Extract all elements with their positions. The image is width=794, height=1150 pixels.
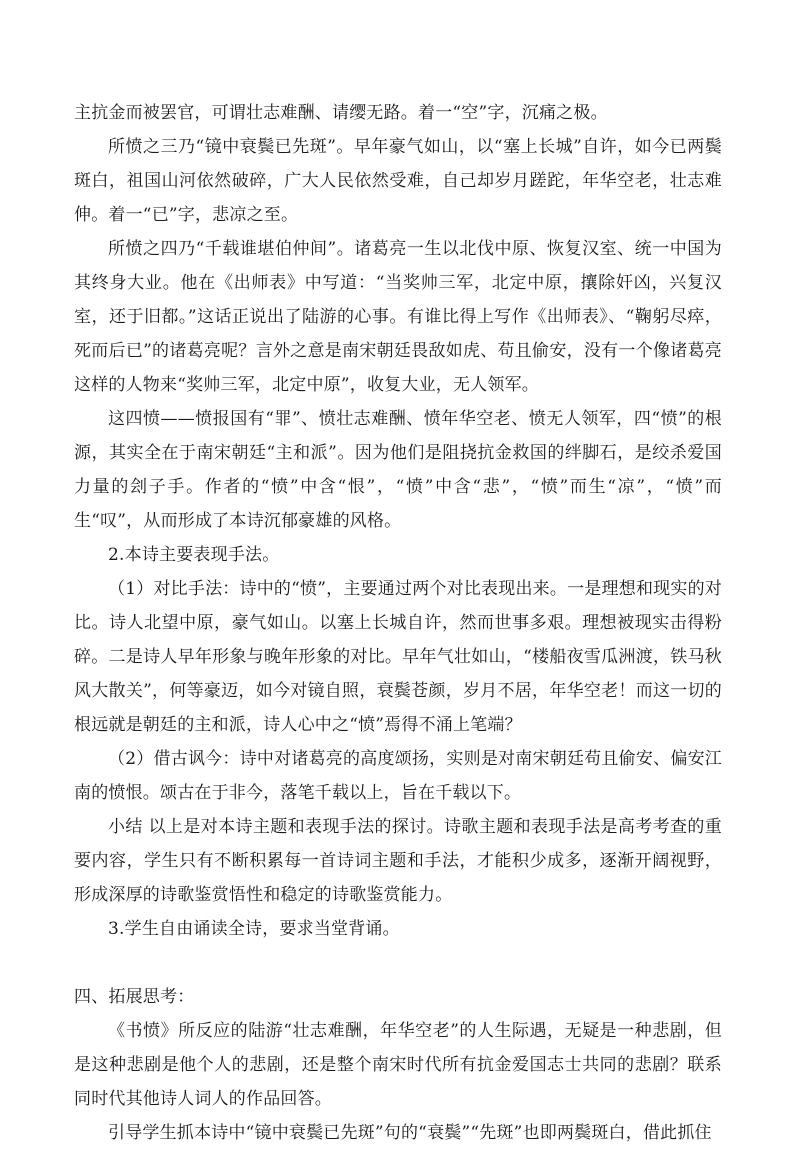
section-gap [74, 946, 722, 980]
paragraph-summary: 小结 以上是对本诗主题和表现手法的探讨。诗歌主题和表现手法是高考考查的重要内容，学生只有不断积累每一首诗词主题和手法，才能积少成多，逐渐开阔视野，形成深厚的诗歌鉴赏悟性和稳定的诗歌鉴赏能力。 [74, 817, 722, 905]
paragraph-third-resentment: 所愤之三乃“镜中衰鬓已先斑”。早年豪气如山，以“塞上长城”自许，如今已两鬓斑白，祖国山河依然破碎，广大人民依然受难，自己却岁月蹉跎，年华空老，壮志难伸。着一“已”字，悲凉之至。 [74, 137, 722, 225]
document-page [74, 96, 722, 1150]
paragraph-four-resentments-summary: 这四愤——愤报国有“罪”、愤壮志难酬、愤年华空老、愤无人领军，四“愤”的根源，其实全在于南宋朝廷“主和派”。因为他们是阻挠抗金救国的绊脚石，是绞杀爱国力量的刽子手。作者的“愤”中含“恨”，“愤”中含“悲”，“愤”而生“凉”，“愤”而生“叹”，从而形成了本诗沉郁豪雄的风格。 [74, 409, 722, 531]
paragraph-extension-question: 《书愤》所反应的陆游“壮志难酬，年华空老”的人生际遇，无疑是一种悲剧，但是这种悲剧是他个人的悲剧，还是整个南宋时代所有抗金爱国志士共同的悲剧？联系同时代其他诗人词人的作品回答。 [74, 1021, 722, 1109]
paragraph-fourth-resentment: 所愤之四乃“千载谁堪伯仲间”。诸葛亮一生以北伐中原、恢复汉室、统一中国为其终身大业。他在《出师表》中写道：“当奖帅三军，北定中原，攘除奸凶，兴复汉室，还于旧都。”这话正说出了陆游的心事。有谁比得上写作《出师表》、“鞠躬尽瘁，死而后已”的诸葛亮呢？言外之意是南宋朝廷畏敌如虎、苟且偷安，没有一个像诸葛亮这样的人物来“奖帅三军，北定中原”，收复大业，无人领军。 [74, 239, 722, 395]
paragraph-continuation: 主抗金而被罢官，可谓壮志难酬、请缨无路。着一“空”字，沉痛之极。 [74, 103, 608, 123]
paragraph-allusion-technique: （2）借古讽今：诗中对诸葛亮的高度颂扬，实则是对南宋朝廷苟且偷安、偏安江南的愤恨。颂古在于非今，落笔千载以上，旨在千载以下。 [74, 749, 722, 803]
paragraph-contrast-technique: （1）对比手法：诗中的“愤”，主要通过两个对比表现出来。一是理想和现实的对比。诗人北望中原，豪气如山。以塞上长城自许，然而世事多艰。理想被现实击得粉碎。二是诗人早年形象与晚年形象的对比。早年气壮如山，“楼船夜雪瓜洲渡，铁马秋风大散关”，何等豪迈，如今对镜自照，衰鬓苍颜，岁月不居，年华空老！而这一切的根远就是朝廷的主和派，诗人心中之“愤”焉得不涌上笔端？ [74, 579, 722, 735]
section-heading-extension: 四、拓展思考： [74, 987, 195, 1007]
paragraph-guidance: 引导学生抓本诗中“镜中衰鬓已先斑”句的“衰鬓”“先斑”也即两鬓斑白，借此抓住 [108, 1123, 712, 1143]
paragraph-recitation: 3.学生自由诵读全诗，要求当堂背诵。 [108, 919, 400, 939]
heading-techniques: 2.本诗主要表现手法。 [108, 545, 280, 565]
